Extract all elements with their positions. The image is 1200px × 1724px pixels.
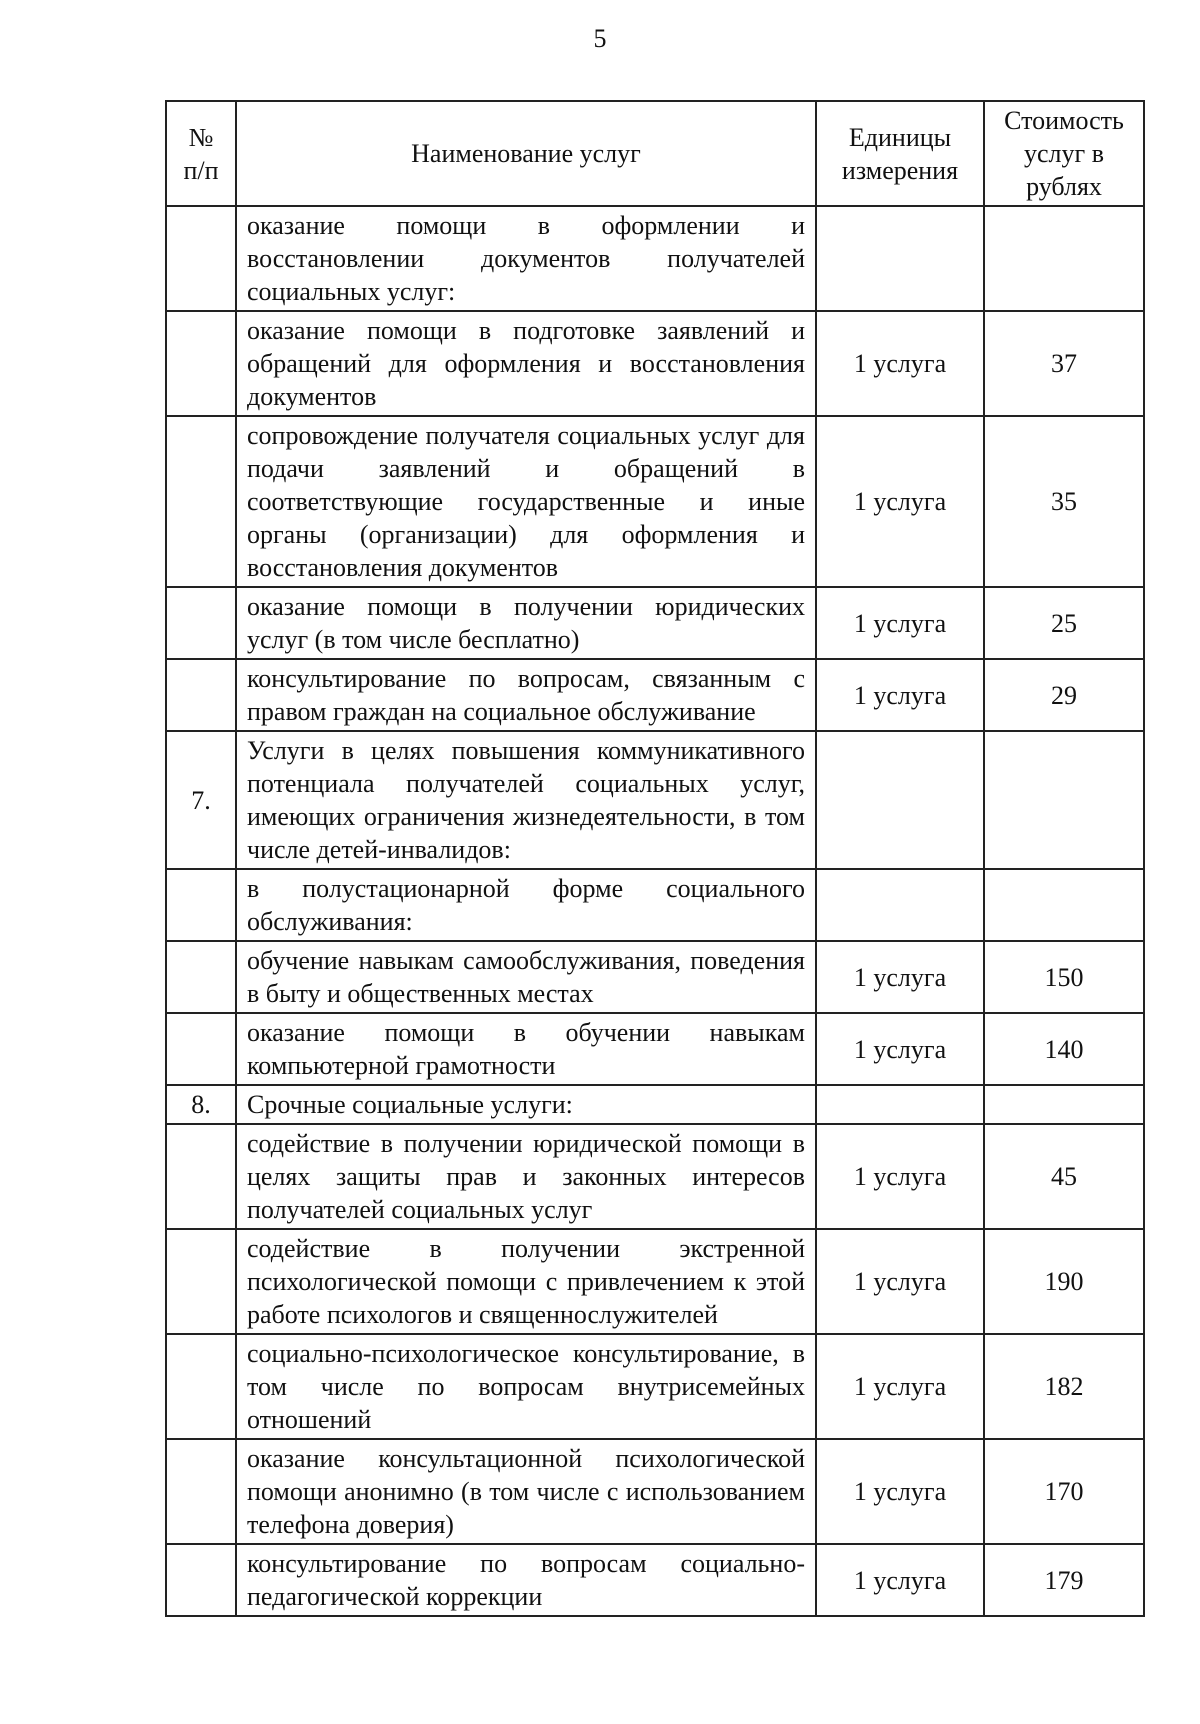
table-row [166,206,1144,311]
table-row [166,1229,1144,1334]
cost-cell: 45 [984,1124,1144,1229]
row-number-cell [166,941,236,1013]
unit-cell: 1 услуга [816,1229,984,1334]
row-number-cell [166,1124,236,1229]
unit-cell: 1 услуга [816,1334,984,1439]
table-row [166,1085,1144,1124]
cost-cell: 182 [984,1334,1144,1439]
cost-cell [984,869,1144,941]
service-name-cell: обучение навыкам самообслуживания, поведения в быту и общественных местах [236,941,816,1013]
unit-cell: 1 услуга [816,659,984,731]
table-row [166,416,1144,587]
header-cost: Стоимость услуг в рублях [984,101,1144,206]
unit-cell [816,206,984,311]
service-name-cell: социально-психологическое консультирование, в том числе по вопросам внутрисемейных отношений [236,1334,816,1439]
unit-cell: 1 услуга [816,1013,984,1085]
table-row [166,1124,1144,1229]
cost-cell: 179 [984,1544,1144,1616]
row-number-cell [166,1013,236,1085]
cost-cell: 190 [984,1229,1144,1334]
table-row [166,1544,1144,1616]
row-number-cell [166,1229,236,1334]
row-number-cell [166,1544,236,1616]
cost-cell: 150 [984,941,1144,1013]
cost-cell: 140 [984,1013,1144,1085]
cost-cell: 25 [984,587,1144,659]
table-row [166,1013,1144,1085]
table-row [166,869,1144,941]
service-name-cell: Срочные социальные услуги: [236,1085,816,1124]
unit-cell: 1 услуга [816,1124,984,1229]
service-name-cell: Услуги в целях повышения коммуникативного потенциала получателей социальных услуг, имеющих ограничения жизнедеятельности, в том числе детей-инвалидов: [236,731,816,869]
row-number-cell [166,416,236,587]
row-number-cell [166,869,236,941]
table-header-row [166,101,1144,206]
service-name-cell: консультирование по вопросам, связанным с правом граждан на социальное обслуживание [236,659,816,731]
unit-cell: 1 услуга [816,941,984,1013]
row-number-cell [166,311,236,416]
row-number-cell: 7. [166,731,236,869]
table-row [166,1334,1144,1439]
table-row [166,941,1144,1013]
table-row [166,659,1144,731]
unit-cell: 1 услуга [816,311,984,416]
unit-cell: 1 услуга [816,1544,984,1616]
service-name-cell: консультирование по вопросам социально-педагогической коррекции [236,1544,816,1616]
services-price-table [165,100,1145,1617]
row-number-cell [166,1439,236,1544]
page-number: 5 [593,24,607,53]
service-name-cell: оказание помощи в оформлении и восстановлении документов получателей социальных услуг: [236,206,816,311]
service-name-cell: оказание помощи в обучении навыкам компьютерной грамотности [236,1013,816,1085]
table-row [166,587,1144,659]
row-number-cell [166,206,236,311]
cost-cell: 37 [984,311,1144,416]
cost-cell [984,206,1144,311]
row-number-cell [166,587,236,659]
service-name-cell: оказание помощи в подготовке заявлений и обращений для оформления и восстановления документов [236,311,816,416]
header-number: № п/п [166,101,236,206]
header-service-name: Наименование услуг [236,101,816,206]
cost-cell: 29 [984,659,1144,731]
table-row [166,1439,1144,1544]
service-name-cell: в полустационарной форме социального обслуживания: [236,869,816,941]
table-row [166,311,1144,416]
unit-cell: 1 услуга [816,587,984,659]
service-name-cell: содействие в получении юридической помощи в целях защиты прав и законных интересов получателей социальных услуг [236,1124,816,1229]
cost-cell [984,731,1144,869]
row-number-cell [166,1334,236,1439]
table-row [166,731,1144,869]
header-unit: Единицы измерения [816,101,984,206]
unit-cell [816,1085,984,1124]
service-name-cell: содействие в получении экстренной психологической помощи с привлечением к этой работе психологов и священнослужителей [236,1229,816,1334]
service-name-cell: оказание помощи в получении юридических услуг (в том числе бесплатно) [236,587,816,659]
cost-cell: 35 [984,416,1144,587]
cost-cell: 170 [984,1439,1144,1544]
unit-cell: 1 услуга [816,416,984,587]
row-number-cell [166,659,236,731]
cost-cell [984,1085,1144,1124]
unit-cell: 1 услуга [816,1439,984,1544]
row-number-cell: 8. [166,1085,236,1124]
service-name-cell: сопровождение получателя социальных услуг для подачи заявлений и обращений в соответствующие государственные и иные органы (организации) для оформления и восстановления документов [236,416,816,587]
service-name-cell: оказание консультационной психологической помощи анонимно (в том числе с использованием телефона доверия) [236,1439,816,1544]
unit-cell [816,731,984,869]
unit-cell [816,869,984,941]
